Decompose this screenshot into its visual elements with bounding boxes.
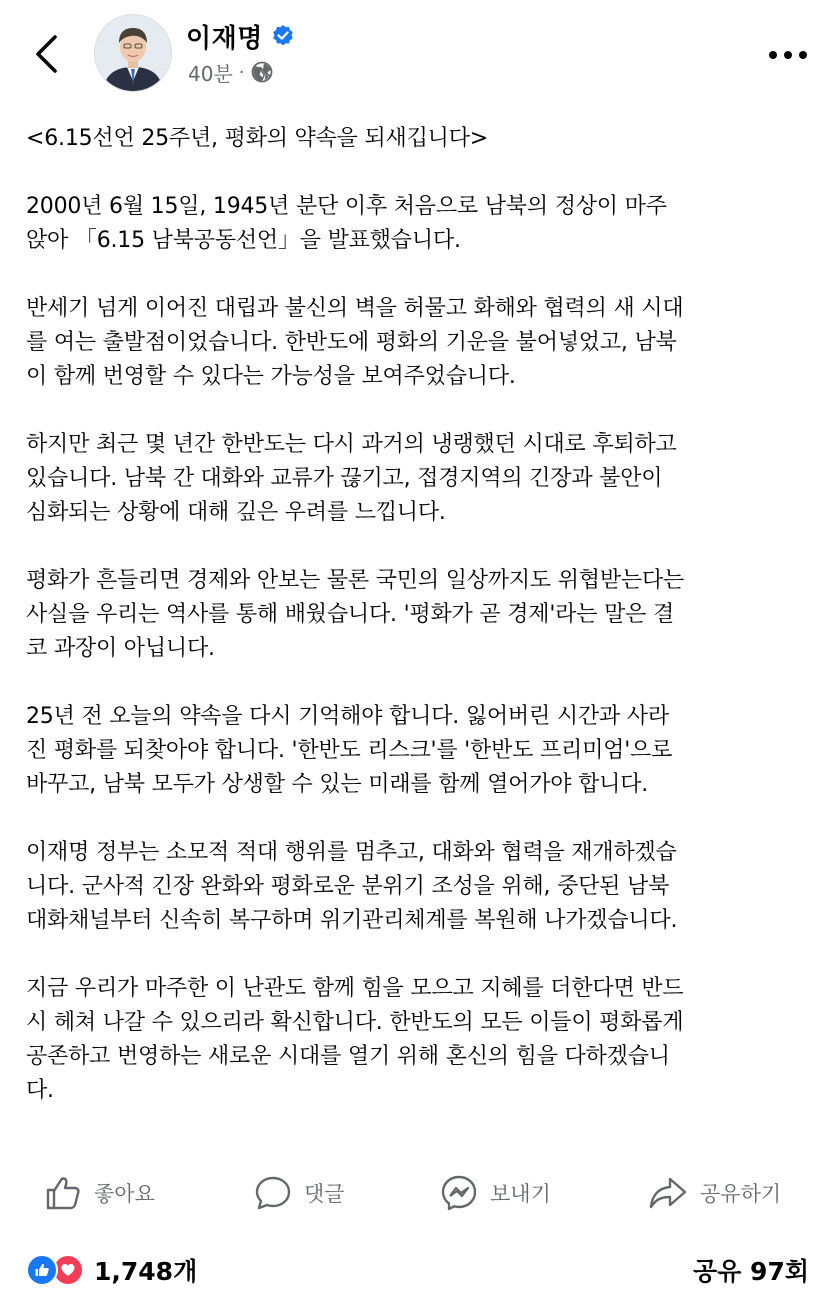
chevron-left-icon — [33, 34, 59, 74]
reaction-count[interactable]: 1,748개 — [94, 1257, 198, 1286]
comment-button[interactable] — [254, 1170, 345, 1216]
post-meta — [188, 58, 273, 86]
share-button[interactable] — [648, 1170, 781, 1216]
thumbs-up-icon — [44, 1174, 82, 1212]
messenger-icon — [440, 1174, 478, 1212]
like-label: 좋아요 — [94, 1182, 155, 1206]
post-paragraph: 평화가 흔들리면 경제와 안보는 물론 국민의 일상까지도 위협받는다는 사실을 우리는 역사를 통해 배웠습니다. '평화가 곧 경제'라는 말은 결 코 과장이 아닙니다. — [26, 568, 685, 661]
reaction-icons[interactable] — [26, 1254, 84, 1286]
reactions-summary — [0, 1244, 835, 1294]
globe-icon[interactable] — [251, 61, 273, 83]
post-paragraph: 2000년 6월 15일, 1945년 분단 이후 처음으로 남북의 정상이 마주 앉아 「6.15 남북공동선언」을 발표했습니다. — [26, 194, 667, 253]
author-name[interactable]: 이재명 — [186, 23, 263, 54]
send-label: 보내기 — [490, 1182, 551, 1206]
post-paragraph: 25년 전 오늘의 약속을 다시 기억해야 합니다. 잃어버린 시간과 사라 진 평화를 되찾아야 합니다. '한반도 리스크'를 '한반도 프리미엄'으로 바꾸고, 남북 모두가 상생할 수 있는 미래를 함께 열어가야 합니다. — [26, 704, 673, 797]
like-button[interactable] — [44, 1170, 155, 1216]
more-options-button[interactable] — [764, 40, 812, 70]
post-time[interactable]: 40분 — [188, 61, 233, 86]
avatar[interactable] — [94, 14, 172, 92]
post-title: <6.15선언 25주년, 평화의 약속을 되새깁니다> — [26, 126, 488, 151]
post-paragraph: 반세기 넘게 이어진 대립과 불신의 벽을 허물고 화해와 협력의 새 시대 를 여는 출발점이었습니다. 한반도에 평화의 기운을 불어넣었고, 남북 이 함께 번영할 수 있다는 가능성을 보여주었습니다. — [26, 296, 684, 389]
speech-bubble-icon — [254, 1174, 292, 1212]
post-paragraph: 하지만 최근 몇 년간 한반도는 다시 과거의 냉랭했던 시대로 후퇴하고 있습니다. 남북 간 대화와 교류가 끊기고, 접경지역의 긴장과 불안이 심화되는 상황에 대해 깊은 우려를 느낍니다. — [26, 432, 677, 525]
author-row — [186, 18, 295, 54]
more-dots-icon — [768, 50, 808, 60]
post-text — [26, 122, 816, 1142]
share-arrow-icon — [648, 1174, 688, 1212]
like-reaction-icon — [26, 1254, 58, 1286]
profile-photo — [95, 15, 171, 91]
share-count[interactable]: 공유 97회 — [693, 1257, 809, 1286]
send-button[interactable] — [440, 1170, 551, 1216]
post-actions-bar — [0, 1162, 835, 1224]
post-header — [0, 0, 835, 110]
comment-label: 댓글 — [304, 1182, 345, 1206]
verified-badge-icon — [271, 24, 295, 48]
post-paragraph: 이재명 정부는 소모적 적대 행위를 멈추고, 대화와 협력을 재개하겠습 니다. 군사적 긴장 완화와 평화로운 분위기 조성을 위해, 중단된 남북 대화채널부터 신속히 복구하며 위기관리체계를 복원해 나가겠습니다. — [26, 840, 678, 933]
back-button[interactable] — [24, 28, 68, 80]
post-paragraph: 지금 우리가 마주한 이 난관도 함께 힘을 모으고 지혜를 더한다면 반드 시 헤쳐 나갈 수 있으리라 확신합니다. 한반도의 모든 이들이 평화롭게 공존하고 번영하는 새로운 시대를 열기 위해 혼신의 힘을 다하겠습니 다. — [26, 976, 684, 1103]
meta-separator: · — [238, 61, 245, 83]
share-label: 공유하기 — [700, 1182, 782, 1206]
